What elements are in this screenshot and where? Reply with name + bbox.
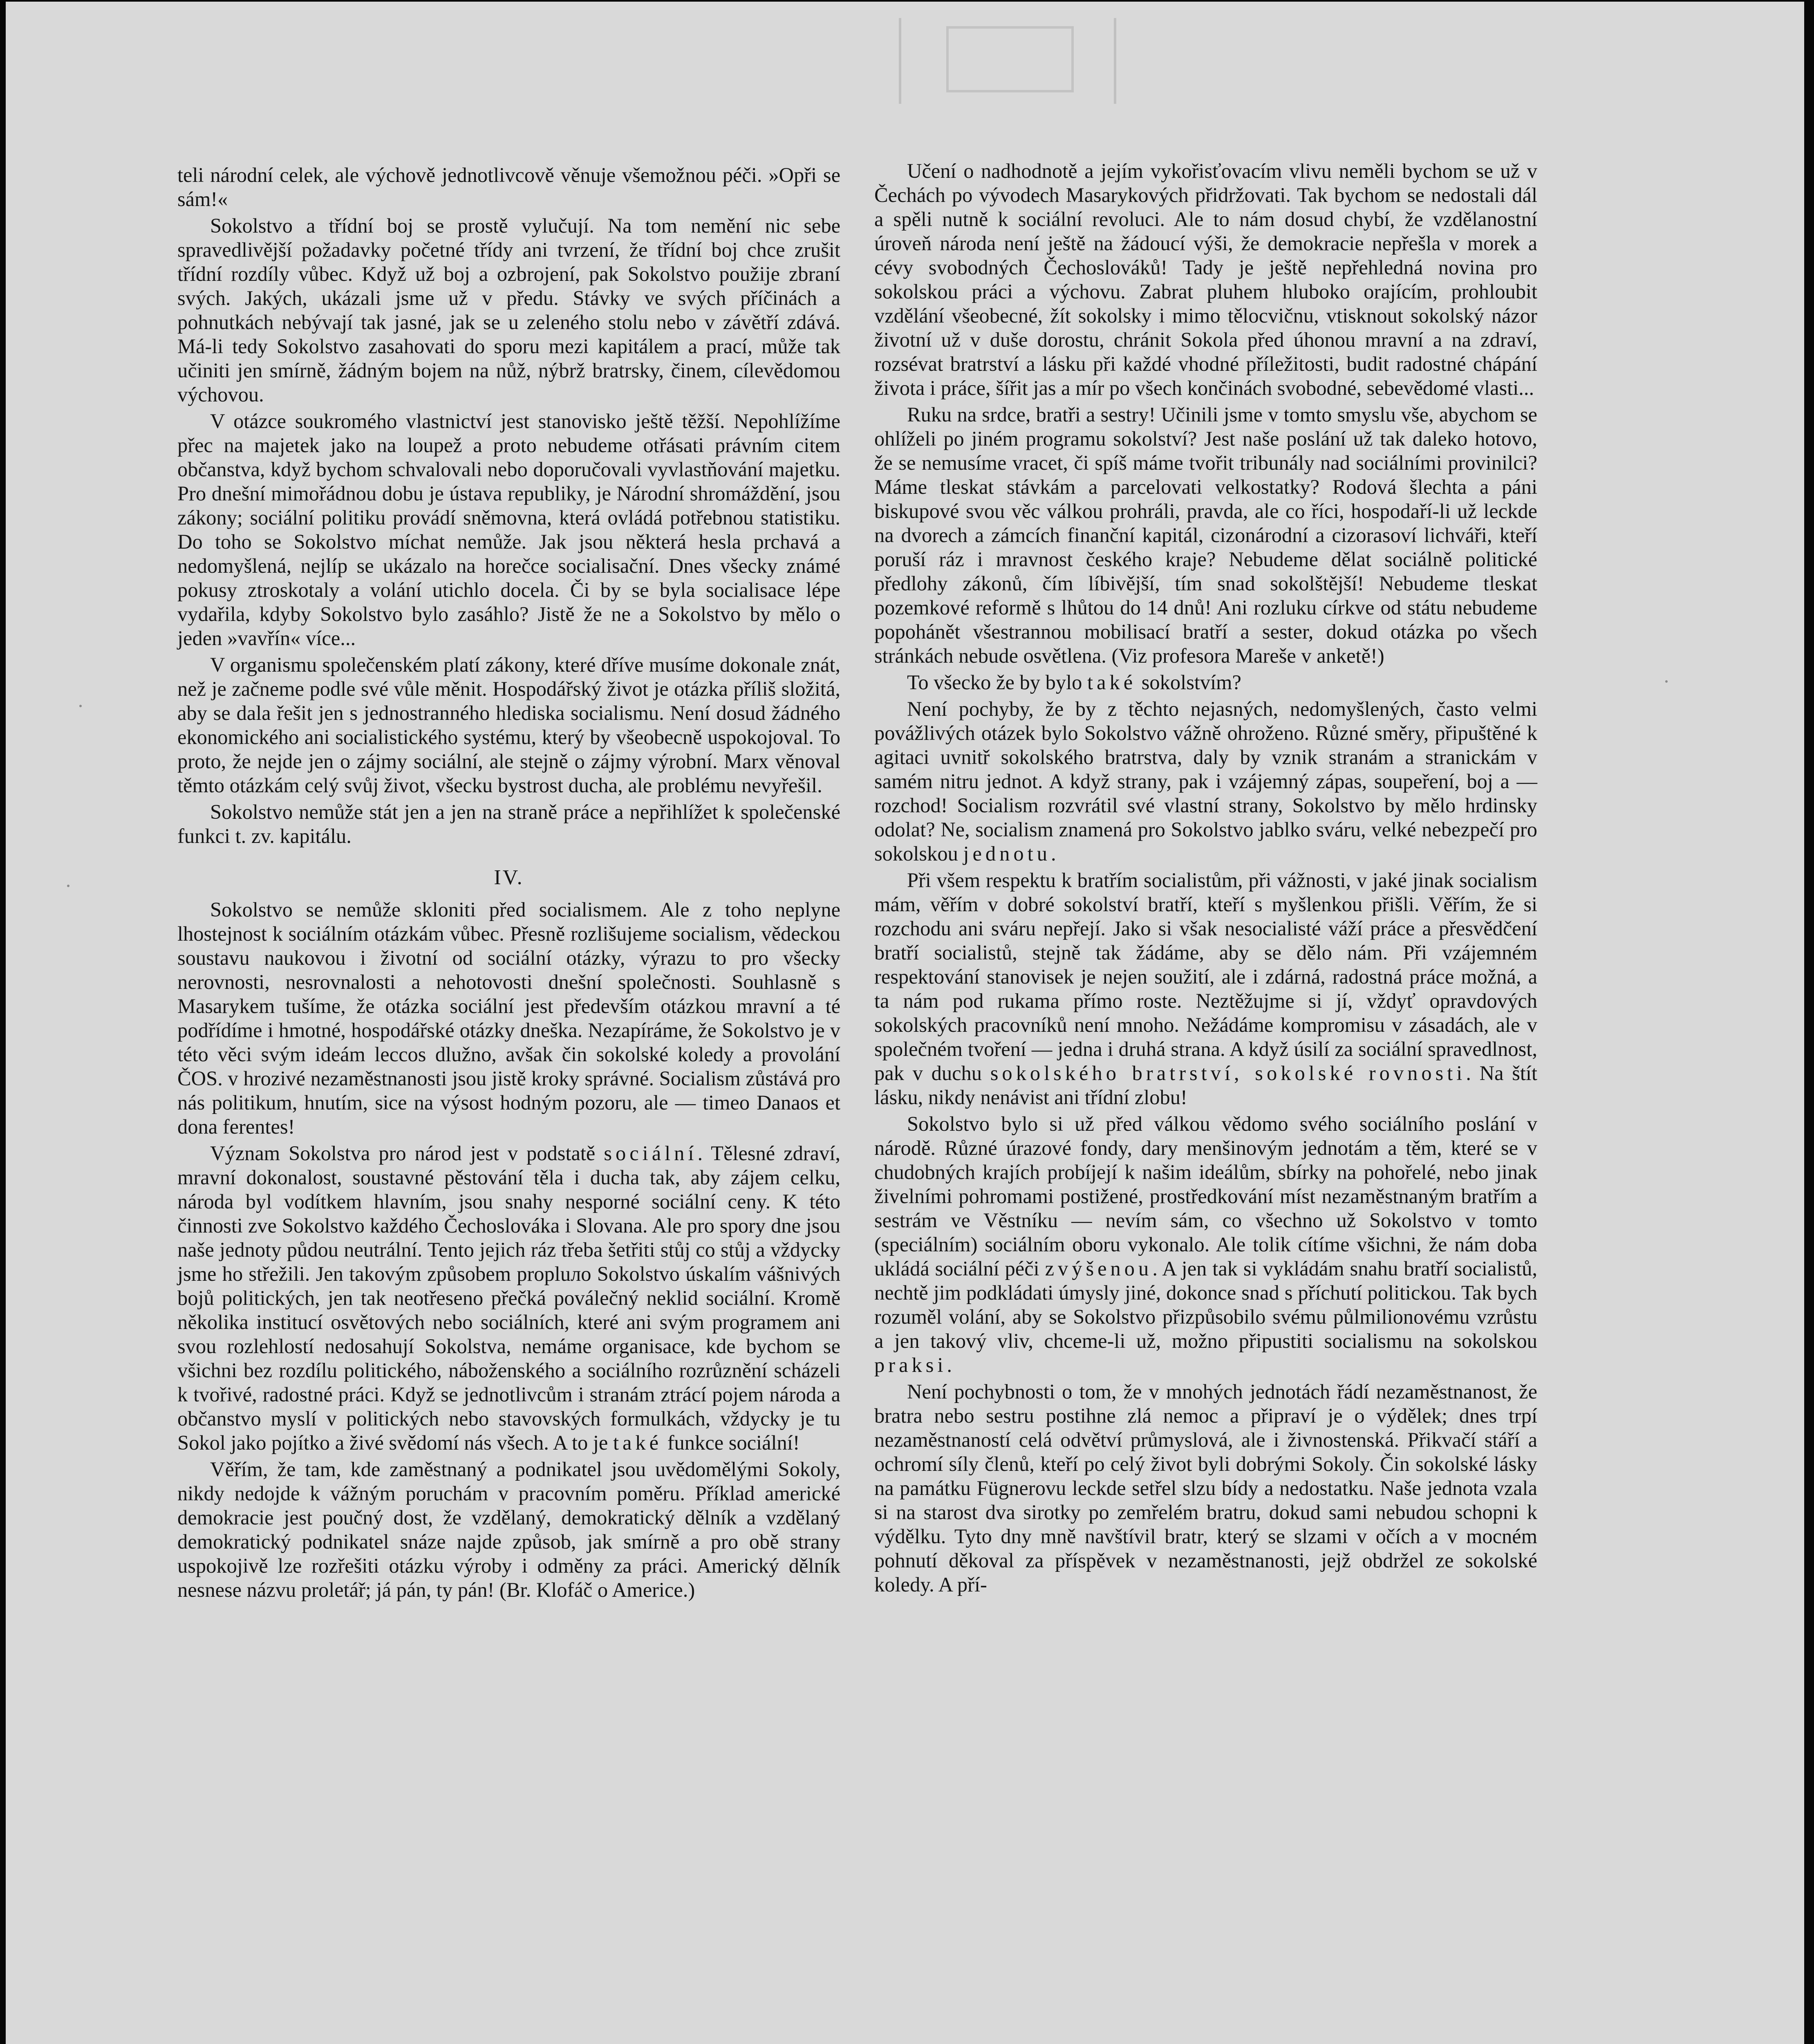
paragraph bbox=[177, 1141, 840, 1455]
text-run: . bbox=[947, 1354, 952, 1376]
print-speck bbox=[79, 705, 82, 707]
spaced-emphasis: sokolského bratrství, sokolské rovnosti bbox=[990, 1062, 1466, 1085]
paragraph: Věřím, že tam, kde zaměstnaný a podnikatel jsou uvědomělými Sokoly, nikdy nedojde k vážným poruchám v pracovním poměru. Příklad americké demokracie jest poučný dost, že vzdělaný, demokratický dělník a vzdělaný demokratický podnikatel snáze najde způsob, jak smírně a pro obě strany uspokojivě lze rozřešiti otázku výroby i odměny za práci. Americký dělník nesnese názvu proletář; já pán, ty pán! (Br. Klofáč o Americe.) bbox=[177, 1458, 840, 1601]
paragraph: Sokolstvo a třídní boj se prostě vylučují. Na tom nemění nic sebe spravedlivější požadavky početné třídy ani tvrzení, že třídní boj chce zrušit třídní rozdíly vůbec. Když už boj a ozbrojení, pak Sokolstvo použije zbraní svých. Jakých, ukázali jsme už v předu. Stávky ve svých příčinách a pohnutkách nebývají tak jasné, jak se u zeleného stolu nebo v závětří zdává. Má-li tedy Sokolstvo zasahovati do sporu mezi kapitálem a prací, může tak učiniti jen smírně, žádným bojem na nůž, nýbrž bratrsky, činem, cílevědomou výchovou. bbox=[177, 214, 840, 406]
text-run: . bbox=[1050, 842, 1056, 865]
spaced-emphasis: jednotu bbox=[963, 842, 1051, 865]
spaced-emphasis: zvýšenou bbox=[1045, 1257, 1153, 1280]
paragraph: Sokolstvo se nemůže skloniti před socialismem. Ale z toho neplyne lhostejnost k sociálním otázkám vůbec. Přesně rozlišujeme socialism, vědeckou soustavu naukovou i životní od sociální otázky, výrazu to pro všecky nerovnosti, nesrovnalosti a nehotovosti dnešní společnosti. Souhlasně s Masarykem tušíme, že otázka sociální jest především otázkou mravní a té podřídíme i hmotné, hospodářské otázky dneška. Nezapíráme, že Sokolstvo je v této věci svým ideám leccos dlužno, avšak čin sokolské koledy a provolání ČOS. v hrozivé nezaměstnanosti jsou jistě kroky správné. Socialism zůstává pro nás politikum, hnutím, sice na výsost hodným pozoru, ale — timeo Danaos et dona ferentes! bbox=[177, 898, 840, 1138]
text-run: Při všem respektu k bratřím socialistům, při vážnosti, v jaké jinak socialism mám, věřím v dobré sokolství bratří, kteří s myšlenkou přišli. Věřím, že si rozchodu ani sváru nepřejí. Jako si však nesocialisté váží práce a přesvědčení bratří socialistů, stejně tak žádáme, aby se dělo nám. Při vzájemném respektování stanovisek je nejen soužití, ale i zdárná, radostná práce možná, a ta nám pod rukama přímo roste. Neztěžujme si jí, vždyť opravdových sokolských pracovníků není mnoho. Nežádáme kompromisu v zásadách, ale v společném tvoření — jedna i druhá strana. A když úsilí za sociální spravedlnost, pak v duchu bbox=[874, 869, 1537, 1085]
spaced-emphasis: také bbox=[1087, 671, 1137, 694]
text-run: . A jen tak si vykládám snahu bratří socialistů, nechtě jim podkládati úmysly jiné, dokonce snad s příchutí politickou. Tak bych rozuměl volání, aby se Sokolstvo přizpůsobilo svému půlmilionovému vzrůstu a jen takový vliv, chceme-li už, možno připustiti socialismu na sokolskou bbox=[874, 1257, 1538, 1352]
paragraph: V otázce soukromého vlastnictví jest stanovisko ještě těžší. Nepohlížíme přec na majetek jako na loupež a proto nebudeme otřásati právním citem občanstva, když bychom schvalovali nebo doporučovali vyvlastňování majetku. Pro dnešní mimořádnou dobu je ústava republiky, je Národní shromáždění, jsou zákony; sociální politiku provádí sněmovna, která ovládá potřebnou statistiku. Do toho se Sokolstvo míchat nemůže. Jak jsou některá hesla prchavá a nedomyšlená, nejlíp se ukázalo na horečce socialisační. Dnes všecky známé pokusy ztroskotaly a volání utichlo docela. Či by se byla socialisace lépe vydařila, kdyby Sokolstvo bylo zasáhlo? Jistě že ne a Sokolstvo by mělo o jeden »vavřín« více... bbox=[177, 410, 840, 650]
text-run: Význam Sokolstva pro národ jest v podstatě bbox=[210, 1142, 604, 1165]
paragraph bbox=[874, 1112, 1537, 1377]
text-run: sokolstvím? bbox=[1136, 671, 1241, 694]
bleed-through-mark bbox=[899, 18, 1116, 104]
text-run: Sokolstvo bylo si už před válkou vědomo svého sociálního poslání v národě. Různé úrazové fondy, dary menšinovým jednotám a těm, které se v chudobných krajích probíjejí k našim ideálům, sbírky na pohořelé, nebo jinak živelními pohromami postižené, prostředkování míst nezaměstnaným bratřím a sestrám ve Věstníku — nevím sám, co všechno už Sokolstvo v tomto (speciálním) sociálním oboru vykonalo. Ale tolik cítíme všichni, že nám doba ukládá sociální péči bbox=[874, 1112, 1537, 1280]
text-run: funkce sociální! bbox=[662, 1431, 800, 1454]
spaced-emphasis: také bbox=[613, 1431, 663, 1454]
paragraph: Učení o nadhodnotě a jejím vykořisťovacím vlivu neměli bychom se už v Čechách po vývodech Masarykových přidržovati. Tak bychom se nedostali dál a spěli nutně k sociální revoluci. Ale to nám dosud chybí, že vzdělanostní úroveň národa není ještě na žádoucí výši, že demokracie nepřešla v morek a cévy svobodných Čechoslováků! Tady je ještě nepřehledná novina pro sokolskou práci a výchovu. Zabrat pluhem hluboko orajícím, prohloubit vzdělání všeobecné, žít sokolsky i mimo tělocvičnu, vtisknout sokolský názor životní už v duše dorostu, chránit Sokola před úhonou mravní a na zdraví, rozsévat bratrství a lásku při každé vhodné příležitosti, budit radostné chápání života i práce, šířit jas a mír po všech končinách svobodné, sebevědomé vlasti... bbox=[874, 159, 1537, 399]
paragraph: Ruku na srdce, bratři a sestry! Učinili jsme v tomto smyslu vše, abychom se ohlíželi po jiném programu sokolství? Jest naše poslání už tak daleko hotovo, že se nemusíme vracet, či spíš máme tvořit tribunály nad sociálními provinilci? Máme tleskat stávkám a parcelovati velkostatky? Rodová šlechta a páni biskupové svou věc válkou prohráli, pravda, ale co říci, hospodaří-li už leckde na dvorech a zámcích finanční kapitál, cizonárodní a cizorasoví lichváři, kteří poruší ráz i mravnost českého kraje? Nebudeme dělat sociálně politické předlohy zákonů, čím líbivější, tím snad sokolštější! Nebudeme tleskat pozemkové reformě s lhůtou do 14 dnů! Ani rozluku církve od státu nebudeme popohánět všestrannou mobilisací bratří a sester, dokud otázka po všech stránkách nebude osvětlena. (Viz profesora Mareše v anketě!) bbox=[874, 403, 1537, 667]
print-speck bbox=[67, 885, 69, 887]
paragraph bbox=[874, 670, 1537, 695]
print-speck bbox=[1665, 680, 1668, 683]
section-heading: IV. bbox=[494, 866, 524, 889]
text-run: . Na štít lásku, nikdy nenávist ani třídní zlobu! bbox=[874, 1062, 1537, 1109]
paragraph bbox=[874, 697, 1537, 866]
spaced-emphasis: praksi bbox=[874, 1354, 947, 1376]
text-run: To všecko že by bylo bbox=[907, 671, 1088, 694]
right-column bbox=[874, 159, 1537, 1597]
text-run: . Tělesné zdraví, mravní dokonalost, soustavné pěstování těla i ducha tak, aby zájem celku, národa byl vodítkem hlavním, jsou snahy nesporné sociální ceny. K této činnosti zve Sokolstvo každého Čechoslováka i Slovana. Ale pro spory dne jsou naše jednoty půdou neutrální. Tento jejich ráz třeba šetřiti stůj co stůj a vždycky jsme ho střežili. Jen takovým způsobem propluло Sokolstvo úskalím vášnivých bojů politických, jen tak neotřeseno přečká poválečný neklid sociální. Kromě několika institucí osvětových nebo sociálních, které ani svým programem ani svou rozlehlostí nedosahují Sokolstva, nemáme organisace, kde bychom se všichni bez rozdílu politického, náboženského a sociálního rozrůznění scházeli k tvořivé, radostné práci. Když se jednotlivcům i stranám ztrácí pojem národa a občanstvo myslí v politických nebo stavovských formulkách, vždycky je tu Sokol jako pojítko a živé svědomí nás všech. A to je bbox=[177, 1142, 840, 1454]
paragraph: teli národní celek, ale výchově jednotlivcově věnuje všemožnou péči. »Opři se sám!« bbox=[177, 164, 840, 211]
paragraph: V organismu společenském platí zákony, které dříve musíme dokonale znát, než je začneme podle své vůle měnit. Hospodářský život je otázka příliš složitá, aby se dala řešit jen s jednostranného hlediska socialismu. Není dosud žádného ekonomického ani socialistického systému, který by všeobecně uspokojoval. To proto, že nejde jen o zájmy sociální, ale stejně o zájmy výrobní. Marx věnoval těmto otázkám celý svůj život, všecku bystrost ducha, ale problému nevyřešil. bbox=[177, 653, 840, 797]
book-page bbox=[6, 2, 1804, 2044]
left-column bbox=[177, 163, 840, 1602]
paragraph: Sokolstvo nemůže stát jen a jen na straně práce a nepřihlížet k společenské funkci t. zv. kapitálu. bbox=[177, 800, 840, 847]
paragraph bbox=[874, 868, 1537, 1109]
text-run: Není pochyby, že by z těchto nejasných, nedomyšlených, často velmi povážlivých otázek bylo Sokolstvo vážně ohroženo. Různé směry, připuštěné k agitaci uvnitř sokolského bratrstva, daly by vznik stranám a stranickám v samém nitru jednot. A když strany, pak i vzájemný zápas, soupeření, boj a — rozchod! Socialism rozvrátil své vlastní strany, Sokolstvo by mělo hrdinsky odolat? Ne, socialism znamená pro Sokolstvo jablko sváru, velké nebezpečí pro sokolskou bbox=[874, 697, 1537, 865]
spaced-emphasis: sociální bbox=[604, 1142, 698, 1165]
paragraph: Není pochybnosti o tom, že v mnohých jednotách řádí nezaměstnanost, že bratra nebo sestru postihne zlá nemoc a připraví je o výdělek; dnes trpí nezaměstnaností celá odvětví průmyslová, ale i živnostenská. Přikvačí stáří a ochromí síly členů, kteří po celý život byli dobrými Sokoly. Čin sokolské lásky na památku Fügnerovu leckde setřel slzu bídy a nedostatku. Naše jednota vzala si na starost dva sirotky po zemřelém bratru, dokud sami nebudou schopni k výdělku. Tyto dny mně navštívil bratr, který se slzami v očích a v mocném pohnutí děkoval za příspěvek v nezaměstnanosti, jejž obdržel ze sokolské koledy. A pří- bbox=[874, 1380, 1537, 1596]
